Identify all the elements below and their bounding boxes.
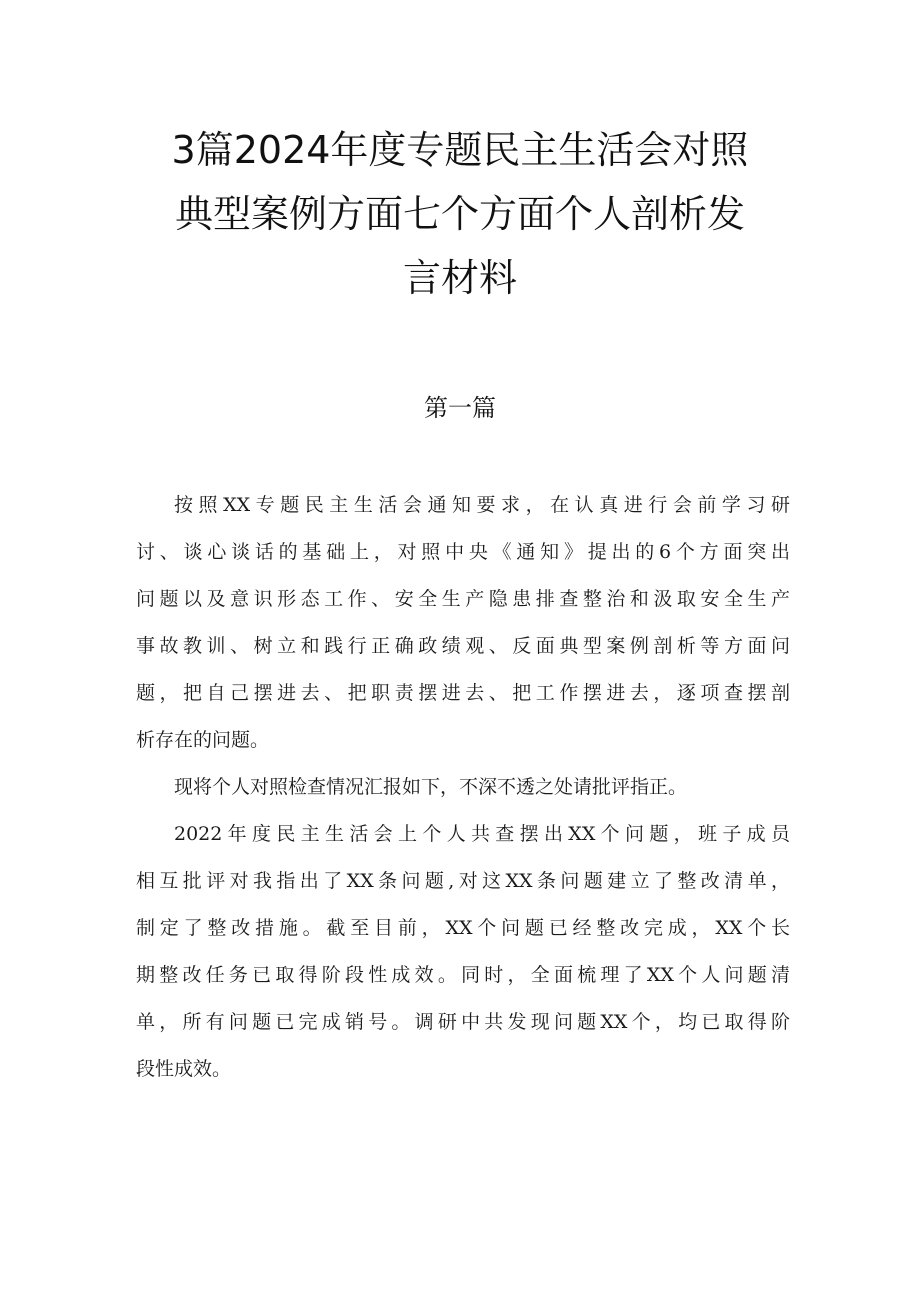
title-line: 言材料 [402, 256, 517, 300]
paragraph-line: 2022年度民主生活会上个人共查摆出XX个问题，班子成员 [174, 823, 790, 845]
paragraph-line: 单，所有问题已完成销号。调研中共发现问题XX个，均已取得阶 [136, 1011, 790, 1033]
paragraph-line: 相互批评对我指出了XX条问题,对这XX条问题建立了整改清单， [136, 870, 790, 892]
document-body [136, 482, 790, 1093]
paragraph-report [136, 764, 790, 811]
paragraph-line: 按照XX专题民主生活会通知要求，在认真进行会前学习研 [174, 494, 790, 516]
title-line: 典型案例方面七个方面个人剖析发 [174, 192, 745, 236]
paragraph-line: 析存在的问题。 [136, 729, 270, 751]
paragraph-line: 题，把自己摆进去、把职责摆进去、把工作摆进去，逐项查摆剖 [136, 682, 790, 704]
paragraph-line: 事故教训、树立和践行正确政绩观、反面典型案例剖析等方面问 [136, 635, 790, 657]
paragraph-line: 段性成效。 [136, 1058, 232, 1080]
paragraph-line: 期整改任务已取得阶段性成效。同时，全面梳理了XX个人问题清 [136, 964, 790, 986]
title-line: 3篇2024年度专题民主生活会对照 [171, 128, 749, 172]
paragraph-intro [136, 482, 790, 764]
paragraph-line: 问题以及意识形态工作、安全生产隐患排查整治和汲取安全生产 [136, 588, 790, 610]
paragraph-rectification [136, 811, 790, 1093]
paragraph-line: 现将个人对照检查情况汇报如下，不深不透之处请批评指正。 [174, 776, 688, 798]
paragraph-line: 讨、谈心谈话的基础上，对照中央《通知》提出的6个方面突出 [136, 541, 790, 563]
paragraph-line: 制定了整改措施。截至目前，XX个问题已经整改完成，XX个长 [136, 917, 790, 939]
document-title [120, 118, 800, 310]
chapter-heading: 第一篇 [424, 394, 496, 422]
